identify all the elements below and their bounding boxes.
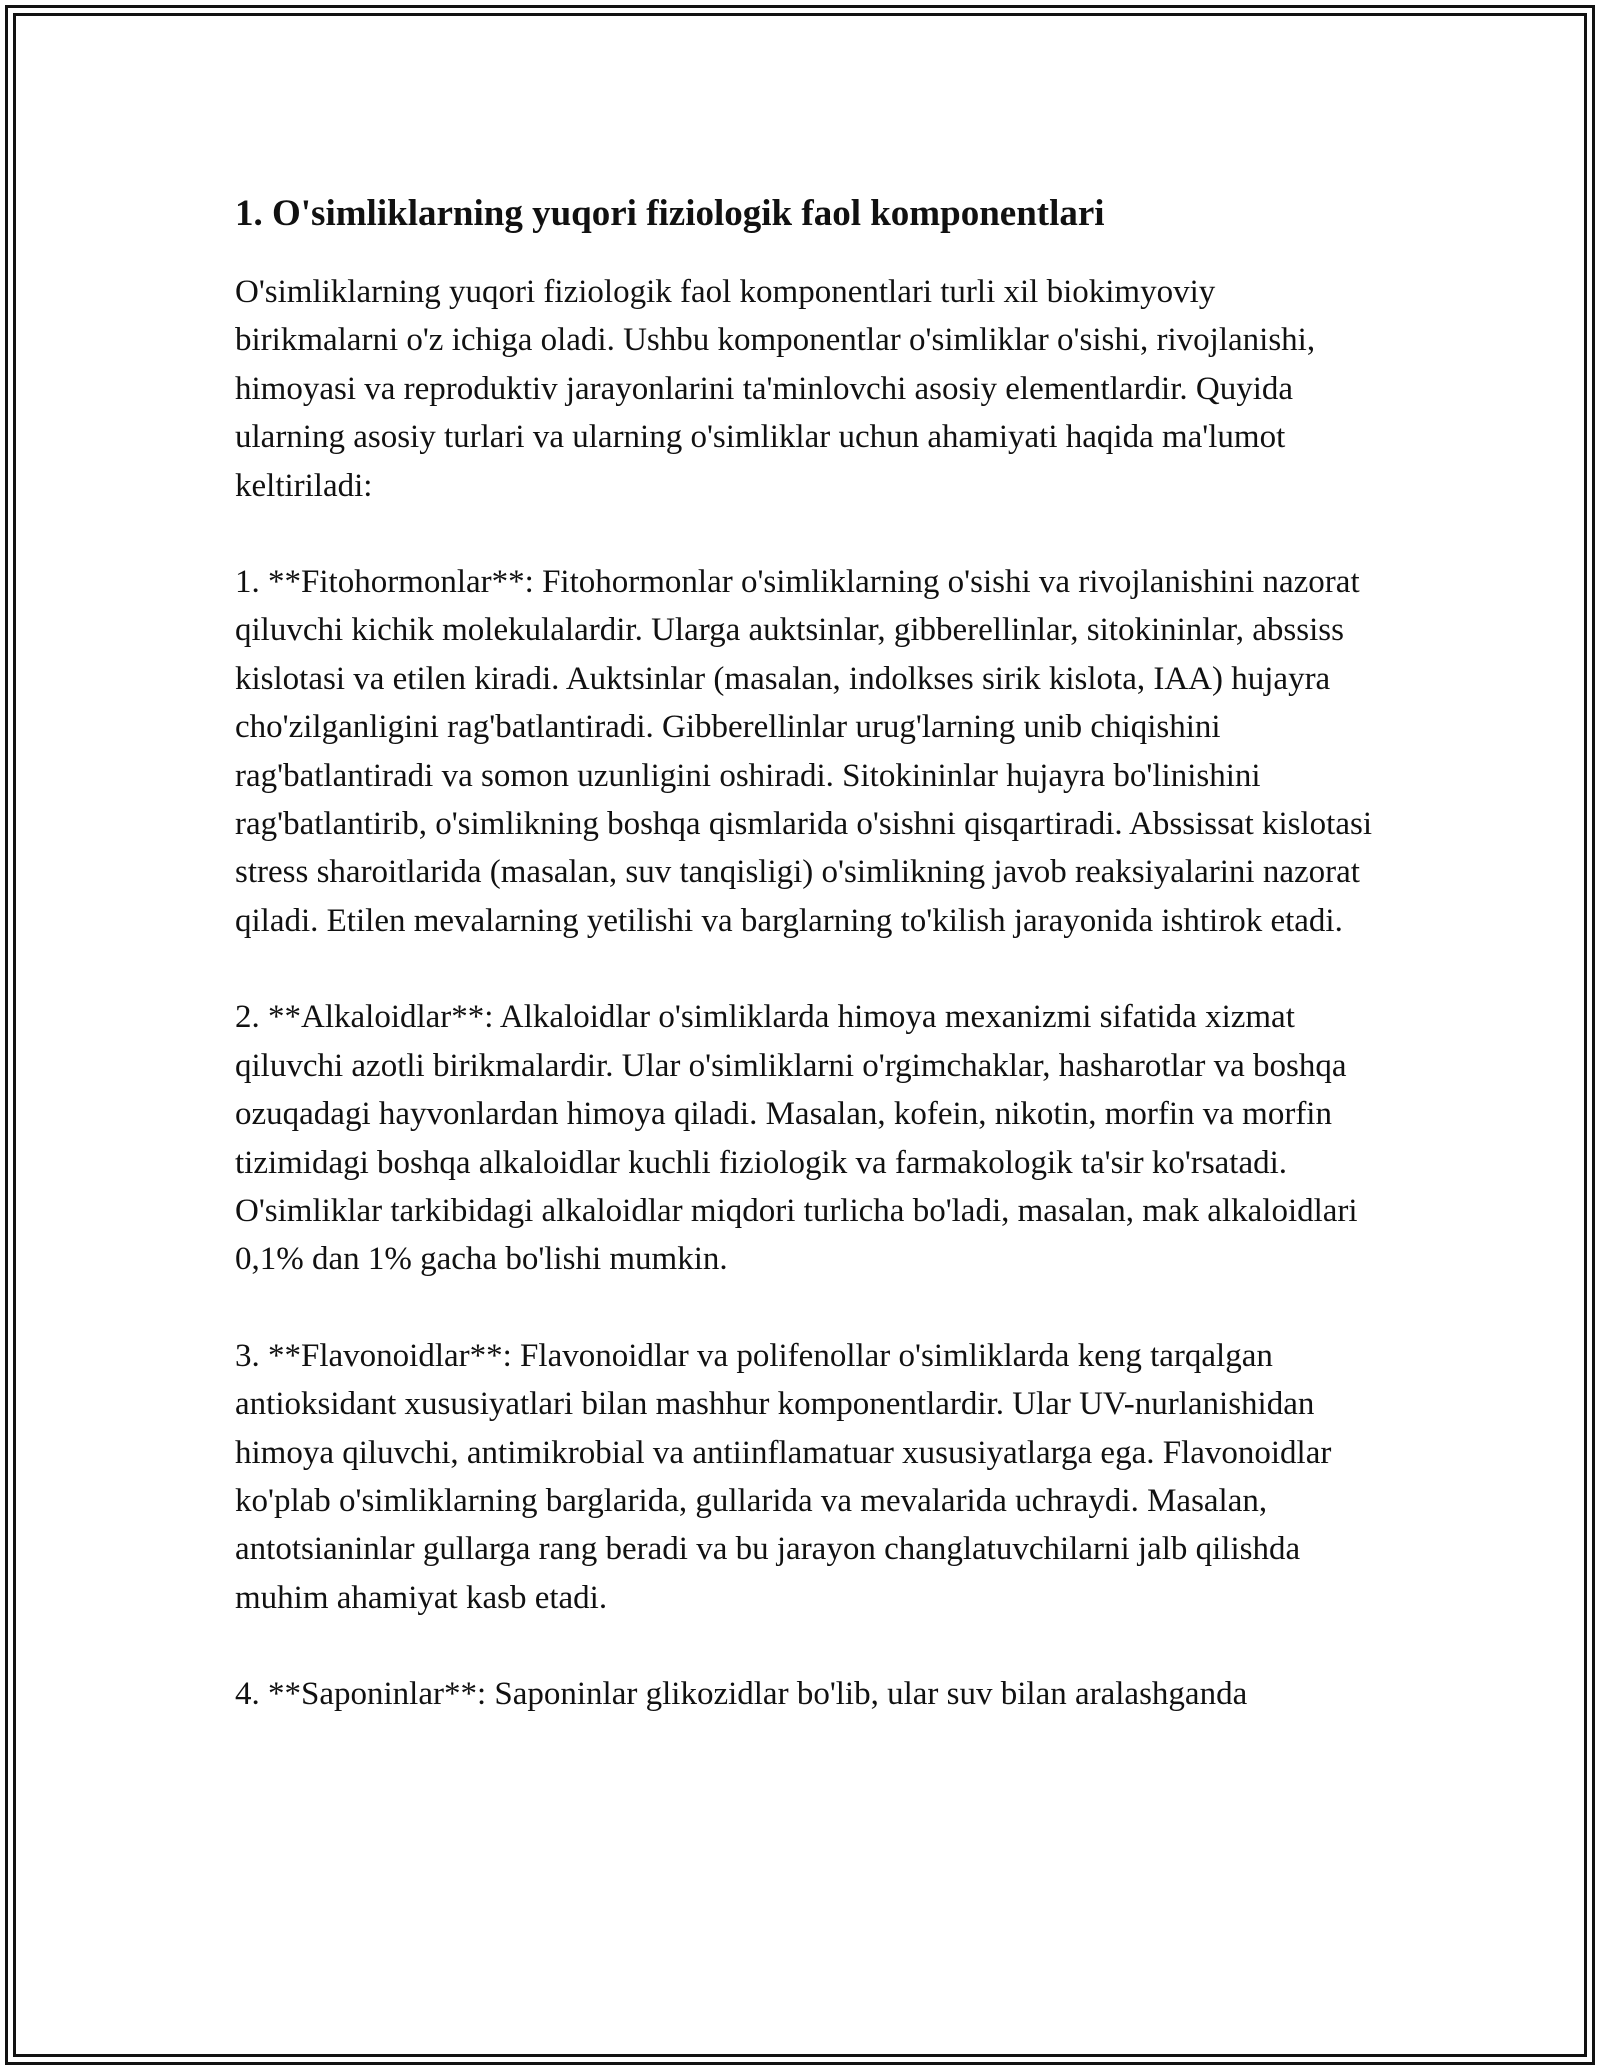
paragraph-alkaloidlar: 2. **Alkaloidlar**: Alkaloidlar o'simliklarda himoya mexanizmi sifatida xizmat qiluvchi azotli birikmalardir. Ular o'simliklarni o'rgimchaklar, hasharotlar va boshqa ozuqadagi hayvonlardan himoya qiladi. Masalan, kofein, nikotin, morfin va morfin tizimidagi boshqa alkaloidlar kuchli fiziologik va farmakologik ta'sir ko'rsatadi. O'simliklar tarkibidagi alkaloidlar miqdori turlicha bo'ladi, masalan, mak alkaloidlari 0,1% dan 1% gacha bo'lishi mumkin. [235,999,1358,1278]
paragraph-fitohormonlar: 1. **Fitohormonlar**: Fitohormonlar o'simliklarning o'sishi va rivojlanishini nazorat qiluvchi kichik molekulalardir. Ularga auktsinlar, gibberellinlar, sitokininlar, abssiss kislotasi va etilen kiradi. Auktsinlar (masalan, indolkses sirik kislota, IAA) hujayra cho'zilganligini rag'batlantiradi. Gibberellinlar urug'larning unib chiqishini rag'batlantiradi va somon uzunligini oshiradi. Sitokininlar hujayra bo'linishini rag'batlantirib, o'simlikning boshqa qismlarida o'sishni qisqartiradi. Abssissat kislotasi stress sharoitlarida (masalan, suv tanqisligi) o'simlikning javob reaksiyalarini nazorat qiladi. Etilen mevalarning yetilishi va barglarning to'kilish jarayonida ishtirok etadi. [235,564,1373,939]
document-body [235,188,1385,1767]
document-title: 1. O'simliklarning yuqori fiziologik faol komponentlari [235,193,1105,234]
paragraph-intro: O'simliklarning yuqori fiziologik faol komponentlari turli xil biokimyoviy birikmalarni o'z ichiga oladi. Ushbu komponentlar o'simliklar o'sishi, rivojlanishi, himoyasi va reproduktiv jarayonlarini ta'minlovchi asosiy elementlardir. Quyida ularning asosiy turlari va ularning o'simliklar uchun ahamiyati haqida ma'lumot keltiriladi: [235,274,1316,504]
paragraph-flavonoidlar: 3. **Flavonoidlar**: Flavonoidlar va polifenollar o'simliklarda keng tarqalgan antioksidant xususiyatlari bilan mashhur komponentlardir. Ular UV-nurlanishidan himoya qiluvchi, antimikrobial va antiinflamatuar xususiyatlarga ega. Flavonoidlar ko'plab o'simliklarning barglarida, gullarida va mevalarida uchraydi. Masalan, antotsianinlar gullarga rang beradi va bu jarayon changlatuvchilarni jalb qilishda muhim ahamiyat kasb etadi. [235,1337,1332,1616]
paragraph-saponinlar: 4. **Saponinlar**: Saponinlar glikozidlar bo'lib, ular suv bilan aralashganda [235,1676,1248,1713]
